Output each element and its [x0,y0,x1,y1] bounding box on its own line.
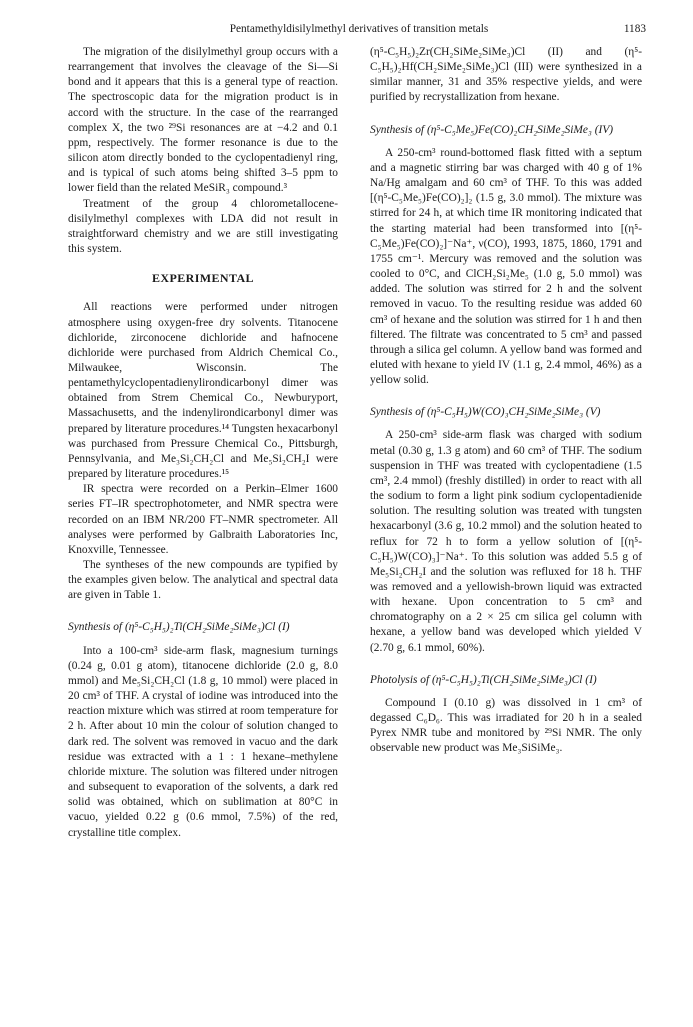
paragraph-syntheses-intro: The syntheses of the new compounds are typified by the examples given below. The analytical and spectral data are given in Table 1. [68,559,338,602]
subheading-synthesis-v: Synthesis of (η⁵-C₅H₅)W(CO)₃CH₂SiMe₂SiMe₃ (V) [370,406,601,419]
paragraph-spectra: IR spectra were recorded on a Perkin–Elmer 1600 series FT–IR spectrophotometer, and NMR spectra were recorded on an IBM NR/200 FT–NMR spectrometer. All analyses were performed by Galbraith Laboratories Inc, Knoxville, Tennessee. [68,483,338,556]
paragraph-migration: The migration of the disilylmethyl group occurs with a rearrangement that involves the cleavage of the Si—Si bond and it appears that this is a general type of reaction. The spectroscopic data for the migration product is in accord with the structure. In the case of the rearranged complex X, the two ²⁹Si resonances are at −4.2 and 0.1 ppm, respectively. The former resonance is due to the silicon atom directly bonded to the cyclopentadienyl ring, and is typical of such atoms being shifted 3–5 ppm to lower field than the related MeSiR₃ compound.³ [68,46,338,195]
subheading-photolysis-i: Photolysis of (η⁵-C₅H₅)₂Ti(CH₂SiMe₂SiMe₃)Cl (I) [370,673,597,686]
subheading-synthesis-iv: Synthesis of (η⁵-C₅Me₅)Fe(CO)₂CH₂SiMe₂SiMe₃ (IV) [370,123,614,136]
running-head [64,22,654,38]
left-column [68,45,338,841]
section-heading-experimental: EXPERIMENTAL [152,271,254,286]
subheading-synthesis-i: Synthesis of (η⁵-C₅H₅)₂Ti(CH₂SiMe₂SiMe₃)Cl (I) [68,621,290,634]
paragraph-zr-hf-complexes: (η⁵-C₅H₅)₂Zr(CH₂SiMe₂SiMe₃)Cl (II) and (η⁵-C₅H₅)₂Hf(CH₂SiMe₂SiMe₃)Cl (III) were synthesized in a similar manner, 31 and 35% respective yields, and were purified by recrystallization from hexane. [370,46,642,104]
paragraph-lda-treatment: Treatment of the group 4 chlorometallocene-disilylmethyl complexes with LDA did not result in straightforward chemistry and we are still investigating this system. [68,197,338,256]
paragraph-synthesis-i: Into a 100-cm³ side-arm flask, magnesium turnings (0.24 g, 0.01 g atom), titanocene dichloride (2.0 g, 8.0 mmol) and Me₅Si₂CH₂Cl (1.8 g, 10 mmol) were placed in 20 cm³ of THF. A crystal of iodine was introduced into the reaction mixture which was stirred at room temperature for 2 h. After about 10 min the colour of solution changed to dark red. The solvent was removed in vacuo and the dark residue was extracted with a 1 : 1 hexane–methylene chloride mixture. The solution was filtered under nitrogen and subsequent to evaporation of the solvents, a dark red solid was obtained, which on sublimation at 80°C in vacuo, yielded 0.22 g (0.6 mmol, 7.5%) of the red, crystalline title complex. [68,644,338,839]
paragraph-reagents: All reactions were performed under nitrogen atmosphere using oxygen-free dry solvents. Titanocene dichloride, zirconocene dichloride and hafnocene dichloride were purchased from Aldrich Chemical Co., Milwaukee, Wisconsin. The pentamethylcyclopentadienylirondicarbonyl dimer was obtained from Strem Chemical Co., Newburyport, Massachusetts, and the indenylirondicarbonyl dimer was prepared by literature procedures.¹⁴ Tungsten hexacarbonyl was purchased from Pressure Chemical Co., Pittsburgh, Pennsylvania, and Me₃Si₂CH₂Cl and Me₅Si₂CH₂I were prepared by literature procedures.¹⁵ [68,301,338,481]
paragraph-synthesis-v: A 250-cm³ side-arm flask was charged with sodium metal (0.30 g, 1.3 g atom) and 60 cm³ of THF. The sodium suspension in THF was treated with cyclopentadiene (1.5 cm³, 2.4 mmol) (freshly distilled) in order to react with all the sodium to form a light pink sodium cyclopentadienide solution. The resulting solution was treated with tungsten hexacarbonyl (3.6 g, 10.2 mmol) and the solution heated to reflux for 72 h to form a yellow solution of [(η⁵-C₅H₅)W(CO)₃]⁻Na⁺. To this solution was added 5.5 g of Me₅Si₂CH₂I and the solution was refluxed for 18 h. THF was removed and a yellowish-brown liquid was extracted with hexane. Upon concentration to 5 cm³ and chromatography on a 2 × 25 cm silica gel column with hexane, a yellow band was developed which yielded V (2.70 g, 6.1 mmol, 60%). [370,429,642,654]
paragraph-synthesis-iv: A 250-cm³ round-bottomed flask fitted with a septum and a magnetic stirring bar was charged with 40 g of 1% Na/Hg amalgam and 60 cm³ of THF. To this was added [(η⁵-C₅Me₅)Fe(CO)₂]₂ (1.5 g, 3.0 mmol). The mixture was stirred for 24 h, at which time IR monitoring indicated that the starting material had been transformed into [(η⁵-C₅Me₅)Fe(CO)₂]⁻Na⁺, ν(CO), 1993, 1875, 1860, 1791 and 1755 cm⁻¹. Mercury was removed and the solution was cooled to 0°C, and ClCH₂Si₂Me₅ (1.0 g, 5.0 mmol) was added. The solution was stirred for 2 h and the solvent removed in vacuo. To the resulting residue was added 60 cm³ of hexane and the solution was stirred for 1 h and then filtered. The filtrate was concentrated to 5 cm³ and passed through a silica gel column. A yellow band was formed and eluted with hexane to yield IV (1.1 g, 2.4 mmol, 46%) as a yellow solid. [370,146,642,387]
running-title: Pentamethyldisilylmethyl derivatives of transition metals [229,23,489,35]
right-column [370,45,642,757]
page-number: 1183 [623,23,646,35]
paragraph-photolysis-i: Compound I (0.10 g) was dissolved in 1 cm³ of degassed C₆D₆. This was irradiated for 20 h in a sealed Pyrex NMR tube and monitored by ²⁹Si NMR. The only observable new product was Me₃SiSiMe₃. [370,696,642,755]
